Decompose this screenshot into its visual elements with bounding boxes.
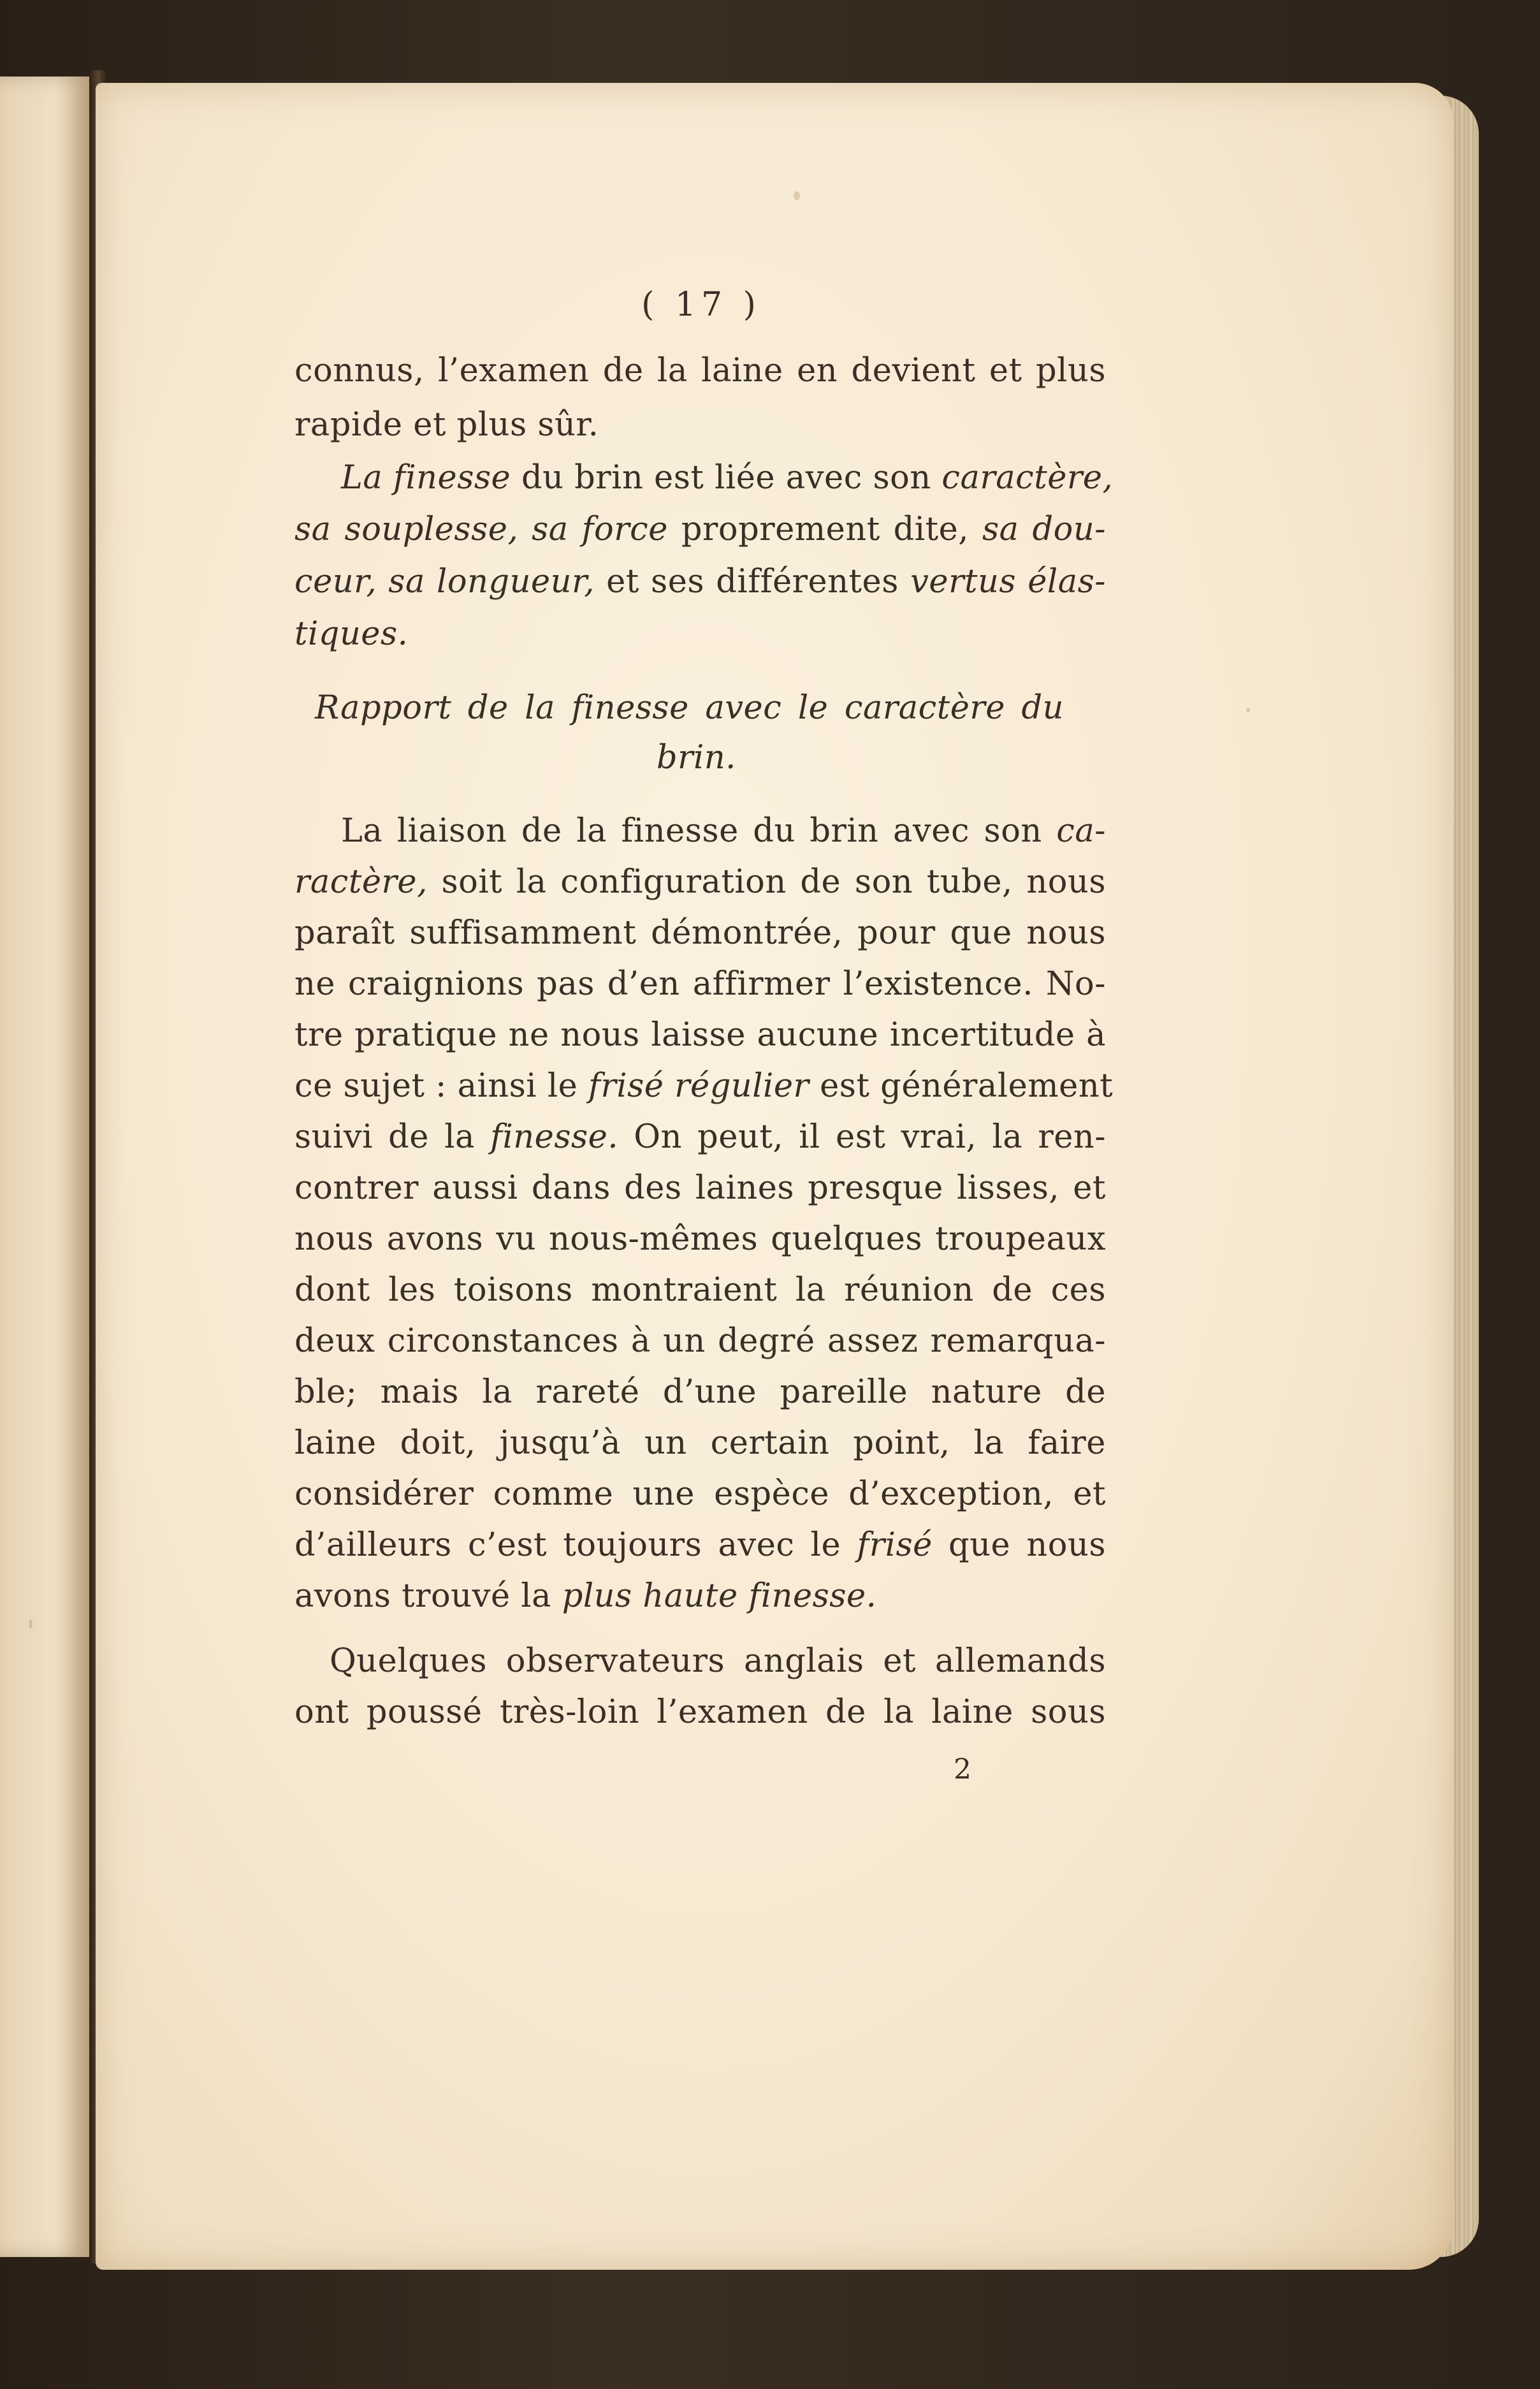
text-line: ble; mais la rareté d’une pareille nature de bbox=[294, 1373, 1106, 1411]
text-line: dont les toisons montraient la réunion de ces bbox=[294, 1271, 1106, 1309]
text-line: d’ailleurs c’est toujours avec le frisé que nous bbox=[294, 1526, 1107, 1564]
text-line: rapide et plus sûr. bbox=[294, 406, 599, 444]
text-line: suivi de la finesse. On peut, il est vrai, la ren- bbox=[294, 1118, 1106, 1156]
text-line: sa souplesse, sa force proprement dite, sa dou- bbox=[294, 511, 1106, 548]
text-line: considérer comme une espèce d’exception, et bbox=[294, 1475, 1106, 1513]
text-line: connus, l’examen de la laine en devient et plus bbox=[294, 352, 1106, 390]
text-line: ne craignions pas d’en affirmer l’existence. No- bbox=[294, 965, 1106, 1003]
text-line: tre pratique ne nous laisse aucune incertitude à bbox=[294, 1016, 1106, 1054]
text-line: ceur, sa longueur, et ses différentes vertus élas- bbox=[294, 563, 1107, 601]
text-line: contrer aussi dans des laines presque lisses, et bbox=[294, 1169, 1106, 1207]
text-line: nous avons vu nous-mêmes quelques troupeaux bbox=[294, 1220, 1106, 1258]
section-heading: Rapport de la finesse avec le caractère du bbox=[315, 689, 1064, 727]
section-heading: brin. bbox=[657, 739, 736, 777]
text-line: ractère, soit la configuration de son tube, nous bbox=[294, 863, 1106, 901]
text-line: ont poussé très-loin l’examen de la laine sous bbox=[294, 1693, 1106, 1731]
text-line: Quelques observateurs anglais et allemands bbox=[330, 1642, 1106, 1680]
text-line: avons trouvé la plus haute finesse. bbox=[294, 1577, 877, 1615]
page-number: ( 17 ) bbox=[641, 286, 761, 324]
text-line: tiques. bbox=[294, 615, 409, 653]
text-line: ce sujet : ainsi le frisé régulier est généralement bbox=[294, 1067, 1114, 1105]
text-line: La finesse du brin est liée avec son caractère, bbox=[341, 459, 1114, 497]
text-line: deux circonstances à un degré assez remarqua- bbox=[294, 1322, 1106, 1360]
text-line: paraît suffisamment démontrée, pour que nous bbox=[294, 914, 1106, 952]
signature-mark: 2 bbox=[954, 1753, 971, 1786]
text-line: laine doit, jusqu’à un certain point, la faire bbox=[294, 1424, 1106, 1462]
text-line: La liaison de la finesse du brin avec son ca- bbox=[341, 812, 1106, 850]
